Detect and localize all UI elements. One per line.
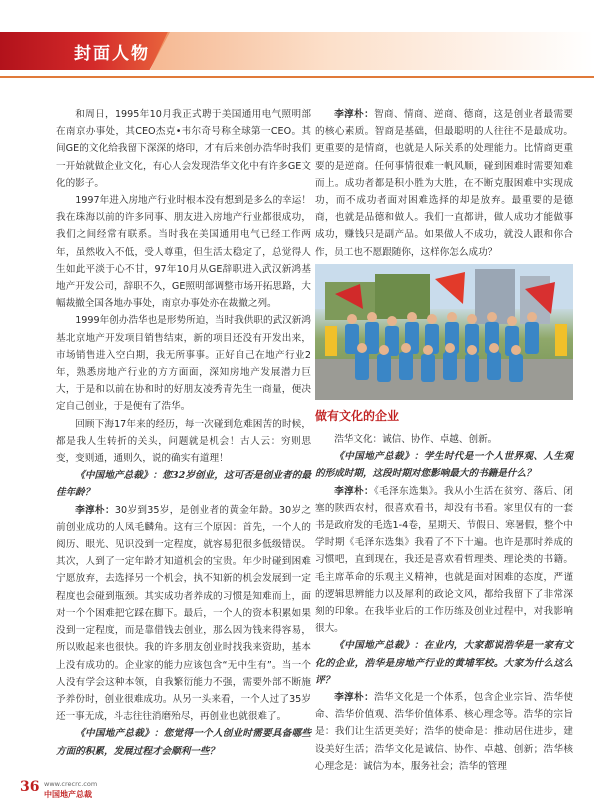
interview-question: 《中国地产总裁》：您32岁创业，这可否是创业者的最佳年龄？ [56, 470, 311, 499]
answer-text: 《毛泽东选集》。我从小生活在贫穷、落后、闭塞的陕西农村，很喜欢看书，却没有书看。家里仅有的一套书是政府发的毛选1-4卷，星期天、节假日、寒暑假，整个中学时期《毛泽东选集》我看了不下十遍。也许是那时养成的习惯吧，直到现在，我还是喜欢看哲理类、理论类的书籍。毛主席革命的乐观主义精神，也就是面对困难的态度，严谨的逻辑思辨能力以及犀利的政论文风，都给我留下了非常深刻的印象。在我毕业后的工作历练及创业过程中，对我影响很大。 [315, 485, 574, 635]
speaker-name: 李淳朴： [334, 485, 374, 497]
interview-answer [315, 106, 573, 261]
header-divider [0, 76, 594, 78]
footer-url: www.crecrc.com [44, 780, 98, 788]
left-column [56, 106, 311, 760]
section-title: 封面人物 [74, 44, 150, 64]
body-paragraph: 回顾下海17年来的经历，每一次碰到危难困苦的时候，都是我人生转折的关头，问题就是机会！古人云：穷则思变，变则通，通则久，说的确实有道理！ [56, 418, 311, 465]
footer-magazine-name: 中国地产总裁 [44, 790, 92, 799]
answer-text: 智商、情商、逆商、德商，这是创业者最需要的核心素质。智商是基础，但最聪明的人往往不是最成功。更重要的是情商，也就是人际关系的处理能力。比情商更重要的是逆商。任何事情很难一帆风顺，碰到困难时需要知难而上。成功者都是积小胜为大胜，在不断克服困难中实现成功，而不成功者面对困难选择的却是放弃。最重要的是德商，也就是品德和做人。我们一直都讲，做人成功才能做事成功，赚钱只是副产品。如果做人不成功，就没人跟和你合作，员工也不愿跟随你，这样你怎么成功？ [315, 109, 574, 258]
interview-question: 《中国地产总裁》：学生时代是一个人世界观、人生观的形成时期，这段时期对您影响最大的书籍是什么？ [315, 451, 573, 480]
right-column-top [315, 106, 573, 261]
interview-answer [56, 502, 311, 726]
body-paragraph: 和周日，1995年10月我正式聘于美国通用电气照明部在南京办事处，其CEO杰克•韦尔奇号称全球第一CEO。其间GE的文化给我留下深深的烙印，才有后来创办浩华时我们一开始就做企业文化，有心人会发现浩华文化中有许多GE文化的影子。 [56, 109, 311, 189]
speaker-name: 李淳朴： [75, 504, 115, 516]
answer-text: 浩华文化是一个体系，包含企业宗旨、浩华使命、浩华价值观、浩华价值体系、核心理念等。浩华的宗旨是：我们让生活更美好；浩华的使命是：推动居住进步，建设美好生活；浩华文化是诚信、协作、卓越、创新；浩华核心理念是：诚信为本，服务社会；浩华的管理 [315, 692, 574, 772]
section-header-band [0, 32, 594, 70]
interview-question: 《中国地产总裁》：在业内，大家都说浩华是一家有文化的企业，浩华是房地产行业的黄埔军校。大家为什么这么评？ [315, 640, 573, 686]
body-paragraph: 浩华文化：诚信、协作、卓越、创新。 [334, 434, 498, 445]
interview-answer [315, 689, 573, 775]
interview-question: 《中国地产总裁》：您觉得一个人创业时需要具备哪些方面的积累，发展过程才会顺利一些？ [56, 728, 311, 757]
body-paragraph: 1997年进入房地产行业时根本没有想到是多么的幸运！我在珠海以前的许多同事、朋友进入房地产行业都很成功，我们之间经常有联系。当时我在美国通用电气已经工作两年，虽然收入不低，受人尊重，但生活太稳定了，总觉得人生如此平淡于心不甘，97年10月从GE辞职进入武汉新鸿基地产开发公司，辞职不久，GE照明部调整市场开拓思路，大幅裁撤全国各地办事处，南京办事处亦在裁撤之列。 [56, 195, 311, 310]
page-number: 36 [20, 779, 40, 795]
section-heading: 做有文化的企业 [315, 409, 400, 423]
speaker-name: 李淳朴： [334, 692, 375, 704]
group-photo-illustration [315, 264, 573, 400]
right-column-bottom [315, 431, 573, 775]
interview-answer [315, 483, 573, 638]
answer-text: 30岁到35岁，是创业者的黄金年龄。30岁之前创业成功的人凤毛麟角。这有三个原因：首先，一个人的阅历、眼光、见识没到一定程度，就容易犯很多低级错误。其次，人到了一定年龄才知道机会的宝贵。年少时碰到困难宁愿放弃，去选择另一个机会，执不知新的机会发展到一定程度也会碰到瓶颈。其实成功者养成的习惯是知难而上，面对一个个困难把它踩在脚下。最后，一个人的资本积累如果没到一定程度，而是靠借钱去创业，那么因为钱来得容易，所以败起来也很快。我的许多朋友创业时找我来资助，基本上没有成功的。企业家的能力应该包含“无中生有”。当一个人没有学会这种本领，自我繁衍能力不强，需要外部不断施予养份时，创业很难成功。从另一头来看，一个人过了35岁还一事无成，斗志往往消磨殆尽，再创业也就很难了。 [56, 504, 312, 723]
body-paragraph: 1999年创办浩华也是形势所迫，当时我供职的武汉新鸿基北京地产开发项目销售结束，新的项目还没有开发出来，市场销售进入空白期，我无所事事。正好自己在地产行业2年，熟悉房地产行业的方方面面，深知房地产发展潜力巨大，于是和以前在协和时的好朋友凌秀青先生一商量，便决定自己创业，于是便有了浩华。 [56, 315, 311, 413]
header-gradient-stripe [150, 32, 594, 70]
speaker-name: 李淳朴： [334, 109, 375, 120]
group-photo [315, 264, 573, 400]
